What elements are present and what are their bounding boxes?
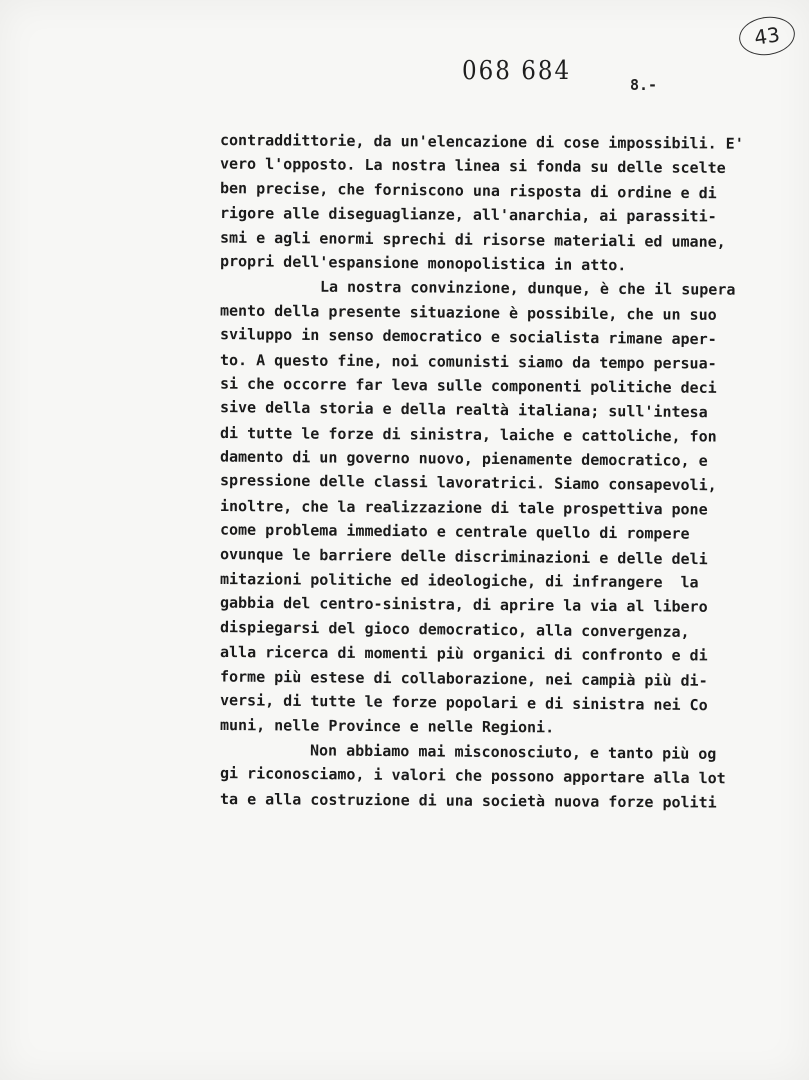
text-line: come problema immediato e centrale quello di rompere [219,520,690,543]
text-line: sviluppo in senso democratico e socialista rimane aper- [219,325,717,349]
text-line: ben precise, che forniscono una risposta di ordine e di [219,178,717,203]
text-line: contraddittorie, da un'elencazione di cose impossibili. E' [219,131,744,153]
text-line: si che occorre far leva sulle componenti politiche deci [219,374,717,397]
document-number: 068 684 [462,56,572,86]
text-line: vero l'opposto. La nostra linea si fonda su delle scelte [219,154,726,178]
text-line: ovunque le barriere delle discriminazioni e delle deli [219,544,708,568]
text-line: sive della storia e della realtà italiana; sull'intesa [219,398,708,422]
paragraph-start-line: La nostra convinzione, dunque, è che il supera [319,278,736,299]
text-line: forme più estese di collaborazione, nei campià più di- [219,667,708,690]
text-line: gabbia del centro-sinistra, di aprire la via al libero [219,593,708,617]
page-number: 8.- [630,76,658,94]
text-line: di tutte le forze di sinistra, laiche e cattoliche, fon [219,423,717,446]
text-line: spressione delle classi lavoratrici. Siamo consapevoli, [219,471,717,495]
text-line: inoltre, che la realizzazione di tale prospettiva pone [219,496,708,519]
text-line: propri dell'espansione monopolistica in atto. [219,252,627,275]
text-line: mento della presente situazione è possibile, che un suo [219,301,717,324]
text-line: to. A questo fine, noi comunisti siamo da tempo persua- [219,350,717,373]
text-line: ta e alla costruzione di una società nuova forze politi [219,789,717,812]
text-line: smi e agli enormi sprechi di risorse materiali ed umane, [219,228,726,251]
text-line: damento di un governo nuovo, pienamente democratico, e [219,447,708,470]
stamp-number: 43 [752,22,782,50]
text-line: versi, di tutte le forze popolari e di sinistra nei Co [219,691,708,715]
text-line: dispiegarsi del gioco democratico, alla convergenza, [219,617,690,641]
text-line: muni, nelle Province e nelle Regioni. [219,716,555,737]
paragraph-start-line: Non abbiamo mai misconosciuto, e tanto più og [309,741,717,763]
text-line: mitazioni politiche ed ideologiche, di infrangere la [219,570,699,592]
archive-stamp [737,13,798,58]
body-text [220,130,780,813]
text-line: gi riconosciamo, i valori che possono apportare alla lot [219,764,726,788]
text-line: rigore alle diseguaglianze, all'anarchia, ai parassiti- [219,204,717,226]
text-line: alla ricerca di momenti più organici di confronto e di [219,643,708,665]
